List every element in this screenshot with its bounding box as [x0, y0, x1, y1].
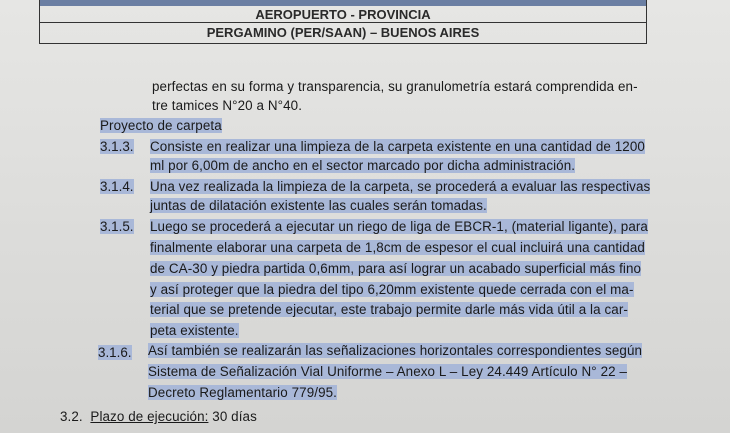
item-3-1-5-line-2: finalmente elaborar una carpeta de 1,8cm de espesor el cual incluirá una cantidad	[150, 240, 645, 255]
intro-line-2: tre tamices N°20 a N°40.	[152, 98, 303, 113]
header-table	[39, 0, 647, 44]
header-subtitle: PERGAMINO (PER/SAAN) – BUENOS AIRES	[40, 22, 646, 43]
item-number: 3.1.6.	[98, 345, 132, 360]
item-3-1-5-line-6: peta existente.	[150, 323, 239, 338]
item-3-1-6-line-2: Sistema de Señalización Vial Uniforme – Anexo L – Ley 24.449 Artículo N° 22 –	[148, 364, 628, 379]
item-3-1-4-line-1: Una vez realizada la limpieza de la carpeta, se procederá a evaluar las respectivas	[150, 179, 651, 194]
deadline-value: 30 días	[212, 409, 257, 424]
section-3-2	[60, 409, 257, 424]
intro-line-1: perfectas en su forma y transparencia, su granulometría estará comprendida en-	[152, 79, 638, 94]
section-number: 3.2.	[60, 409, 83, 424]
item-3-1-5-line-3: de CA-30 y piedra partida 0,6mm, para así lograr un acabado superficial más fino	[150, 261, 642, 276]
item-number: 3.1.4.	[100, 179, 134, 194]
item-3-1-3-line-2: ml por 6,00m de ancho en el sector marcado por dicha administración.	[150, 158, 576, 173]
deadline-label: Plazo de ejecución:	[90, 409, 209, 424]
item-3-1-5-line-5: terial que se pretende ejecutar, este trabajo permite darle más vida útil a la car-	[150, 302, 628, 317]
item-3-1-5-line-1: Luego se procederá a ejecutar un riego de liga de EBCR-1, (material ligante), para	[150, 219, 648, 234]
item-3-1-6-line-3: Decreto Reglamentario 779/95.	[148, 385, 337, 400]
item-3-1-5-line-4: y así proteger que la piedra del tipo 6,20mm existente quede cerrada con el ma-	[150, 282, 634, 297]
item-number: 3.1.5.	[100, 219, 134, 234]
section-title: Proyecto de carpeta	[100, 118, 222, 133]
item-3-1-6-line-1: Así también se realizarán las señalizaciones horizontales correspondientes según	[148, 343, 643, 358]
header-title: AEROPUERTO - PROVINCIA	[40, 0, 646, 22]
item-number: 3.1.3.	[100, 139, 134, 154]
item-3-1-4-line-2: juntas de dilatación existente las cuales serán tomadas.	[150, 198, 487, 213]
item-3-1-3-line-1: Consiste en realizar una limpieza de la carpeta existente en una cantidad de 1200	[150, 139, 645, 154]
